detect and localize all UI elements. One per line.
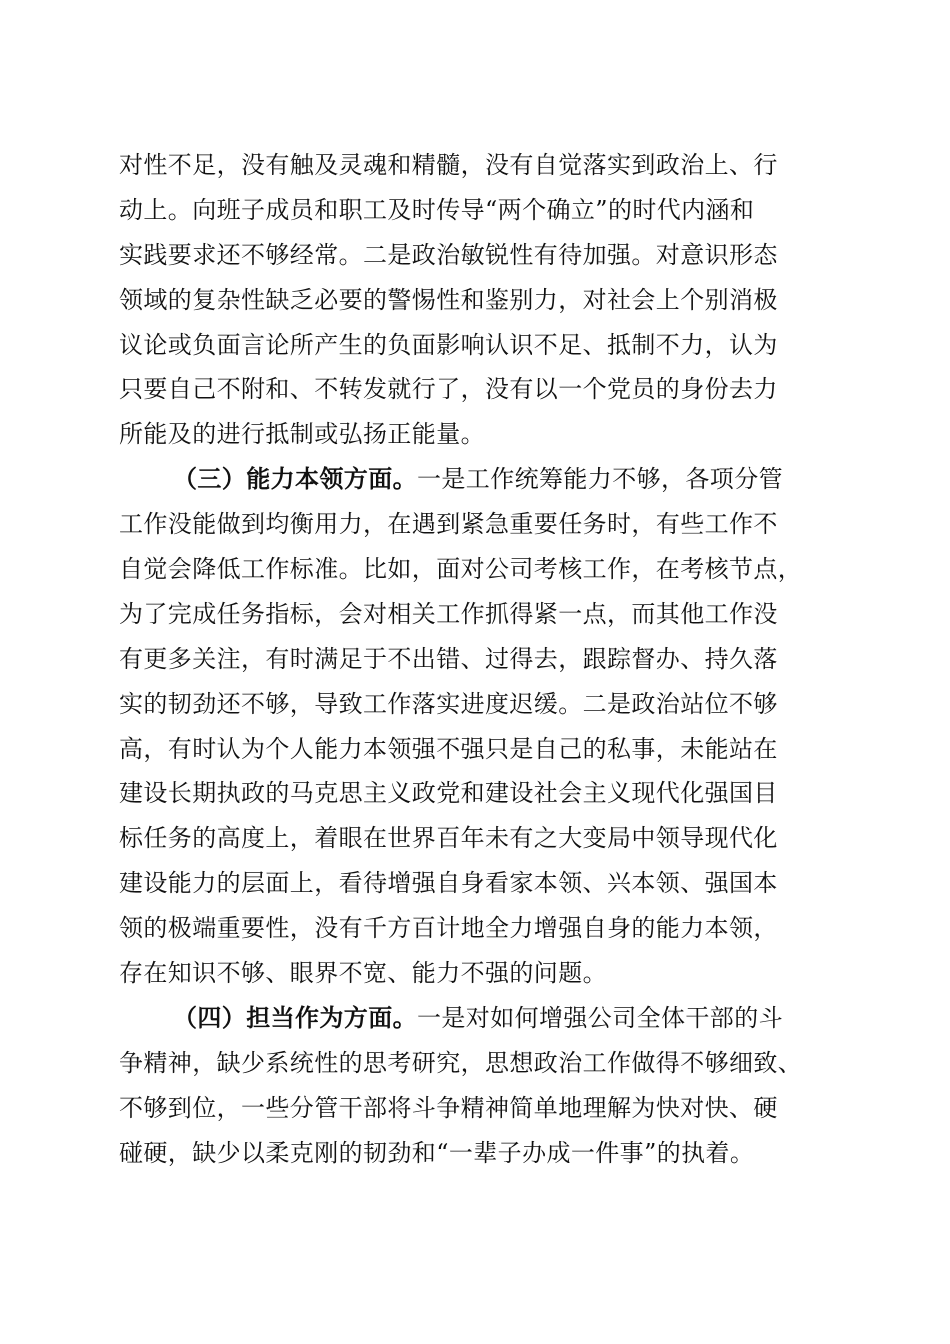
body-text-line xyxy=(119,1041,831,1086)
body-text-line xyxy=(119,502,831,547)
paragraph-text: 工作没能做到均衡用力，在遇到紧急重要任务时，有些工作不 xyxy=(119,510,778,539)
body-text-line xyxy=(119,547,831,592)
document-body xyxy=(119,143,831,1175)
section-heading-line xyxy=(119,457,831,502)
paragraph-text: 动上。向班子成员和职工及时传导“两个确立”的时代内涵和 xyxy=(119,195,755,224)
body-text-line xyxy=(119,592,831,637)
body-text-line xyxy=(119,367,831,412)
section-heading: （四）担当作为方面。 xyxy=(173,1003,417,1032)
section-heading: （三）能力本领方面。 xyxy=(173,465,417,494)
body-text-line xyxy=(119,143,831,188)
paragraph-text: 存在知识不够、眼界不宽、能力不强的问题。 xyxy=(119,959,607,988)
body-text-line xyxy=(119,682,831,727)
body-text-line xyxy=(119,188,831,233)
paragraph-text: 建设能力的层面上，看待增强自身看家本领、兴本领、强国本 xyxy=(119,869,778,898)
paragraph-text: 只要自己不附和、不转发就行了，没有以一个党员的身份去力 xyxy=(119,375,778,404)
body-text-line xyxy=(119,1086,831,1131)
body-text-line xyxy=(119,816,831,861)
body-text-line xyxy=(119,278,831,323)
paragraph-text: 实践要求还不够经常。二是政治敏锐性有待加强。对意识形态 xyxy=(119,240,778,269)
body-text-line xyxy=(119,233,831,278)
paragraph-text: 议论或负面言论所产生的负面影响认识不足、抵制不力，认为 xyxy=(119,330,778,359)
paragraph-text: 不够到位，一些分管干部将斗争精神简单地理解为快对快、硬 xyxy=(119,1093,778,1122)
body-text-line xyxy=(119,637,831,682)
paragraph-text: 实的韧劲还不够，导致工作落实进度迟缓。二是政治站位不够 xyxy=(119,689,778,718)
paragraph-text: 一是工作统筹能力不够，各项分管 xyxy=(417,465,783,494)
body-text-line xyxy=(119,412,831,457)
paragraph-text: 标任务的高度上，着眼在世界百年未有之大变局中领导现代化 xyxy=(119,824,778,853)
paragraph-text: 领的极端重要性，没有千方百计地全力增强自身的能力本领， xyxy=(119,914,778,943)
body-text-line xyxy=(119,771,831,816)
paragraph-text: 为了完成任务指标，会对相关工作抓得紧一点，而其他工作没 xyxy=(119,599,778,628)
body-text-line xyxy=(119,1131,831,1176)
paragraph-text: 建设长期执政的马克思主义政党和建设社会主义现代化强国目 xyxy=(119,779,778,808)
body-text-line xyxy=(119,951,831,996)
paragraph-text: 有更多关注，有时满足于不出错、过得去，跟踪督办、持久落 xyxy=(119,644,778,673)
paragraph-text: 所能及的进行抵制或弘扬正能量。 xyxy=(119,420,485,449)
body-text-line xyxy=(119,727,831,772)
section-heading-line xyxy=(119,996,831,1041)
body-text-line xyxy=(119,906,831,951)
paragraph-text: 对性不足，没有触及灵魂和精髓，没有自觉落实到政治上、行 xyxy=(119,151,778,179)
paragraph-text: 一是对如何增强公司全体干部的斗 xyxy=(417,1003,783,1032)
paragraph-text: 领域的复杂性缺乏必要的警惕性和鉴别力，对社会上个别消极 xyxy=(119,285,778,314)
paragraph-text: 碰硬，缺少以柔克刚的韧劲和“一辈子办成一件事”的执着。 xyxy=(119,1138,755,1167)
paragraph-text: 自觉会降低工作标准。比如，面对公司考核工作，在考核节点， xyxy=(119,555,803,584)
body-text-line xyxy=(119,861,831,906)
body-text-line xyxy=(119,323,831,368)
paragraph-text: 高，有时认为个人能力本领强不强只是自己的私事，未能站在 xyxy=(119,734,778,763)
paragraph-text: 争精神，缺少系统性的思考研究，思想政治工作做得不够细致、 xyxy=(119,1048,803,1077)
